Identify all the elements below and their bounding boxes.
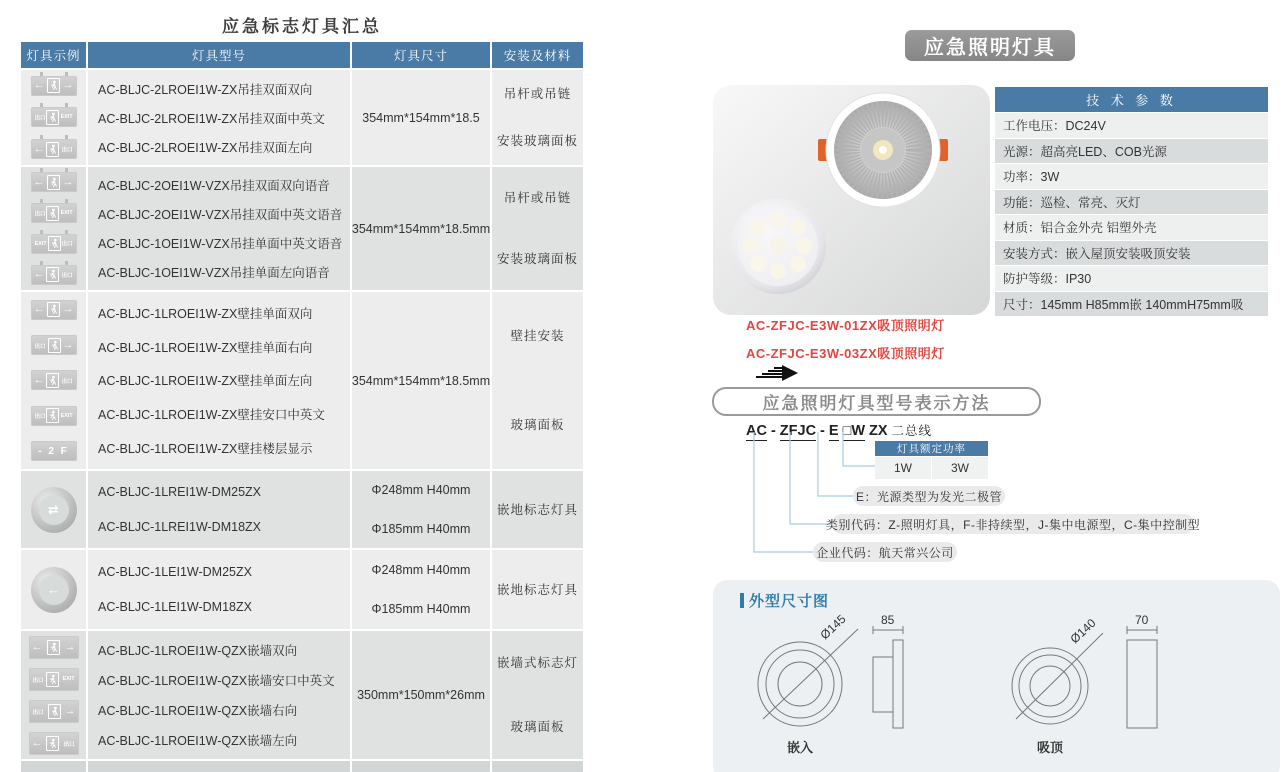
tech-param-row: 功能：巡检、常亮、灭灯 bbox=[995, 190, 1268, 215]
model-number: AC-BLJC-1OEI1W-VZX吊挂单面中英文语音 bbox=[98, 236, 343, 251]
sign-left-glyph: 出口 bbox=[34, 116, 45, 122]
floor-lamp-icon bbox=[31, 567, 77, 613]
size-value: Φ248mm H40mm bbox=[371, 562, 471, 577]
model-cell bbox=[88, 631, 350, 759]
size-value: 354mm*154mm*18.5mm bbox=[351, 373, 491, 388]
recessed-drawing bbox=[758, 612, 903, 755]
size-value: Φ248mm H40mm bbox=[371, 483, 471, 498]
exit-sign-icon bbox=[31, 406, 77, 426]
model-number: AC-BLJC-2OEI1W-VZX吊挂双面双向语音 bbox=[98, 179, 330, 194]
install-cell bbox=[492, 631, 583, 759]
tech-param-row: 材质：铝合金外壳 铝塑外壳 bbox=[995, 215, 1268, 240]
sign-left-glyph: ← bbox=[33, 175, 45, 188]
model-number: AC-BLJC-1LROEI1W-ZX壁挂安口中英文 bbox=[98, 408, 325, 423]
install-text: 安装玻璃面板 bbox=[496, 134, 578, 149]
running-man-icon bbox=[46, 672, 59, 687]
arrow-icon bbox=[752, 364, 798, 382]
sign-left-glyph: ← bbox=[31, 640, 43, 653]
model-number: AC-BLJC-1LROEI1W-QZX嵌墙右向 bbox=[98, 704, 298, 718]
dimension-panel bbox=[713, 580, 1280, 772]
power-table bbox=[875, 441, 988, 479]
model-cell bbox=[88, 550, 350, 629]
sign-right-glyph: → bbox=[64, 704, 76, 717]
tech-table-rows bbox=[995, 112, 1268, 316]
running-man-icon bbox=[46, 206, 59, 221]
tech-param-row: 功率：3W bbox=[995, 164, 1268, 189]
tech-param-row: 光源：超高亮LED、COB光源 bbox=[995, 139, 1268, 164]
model-number: AC-BLJC-1LROEI1W-QZX嵌墙双向 bbox=[98, 644, 298, 658]
sign-left-glyph: 出口 bbox=[32, 677, 43, 684]
callout-source-type: E：光源类型为发光二极管 bbox=[853, 486, 1005, 506]
sign-right-glyph: → bbox=[62, 303, 74, 316]
summary-table bbox=[21, 42, 583, 772]
exit-sign-icon bbox=[31, 76, 77, 96]
sign-left-glyph: 出口 bbox=[34, 211, 45, 218]
install-text: 嵌地标志灯具 bbox=[496, 502, 578, 517]
table-next-row-strip bbox=[21, 761, 86, 772]
model-cell bbox=[88, 292, 350, 469]
summary-table-title: 应急标志灯具汇总 bbox=[222, 17, 382, 36]
code-bus-label: 二总线 bbox=[891, 424, 933, 438]
hanger-knob-icon bbox=[40, 230, 43, 234]
install-text: 玻璃面板 bbox=[510, 720, 565, 734]
table-next-row-strip bbox=[352, 761, 490, 772]
hanger-knob-icon bbox=[40, 135, 43, 139]
exit-sign-icon bbox=[31, 300, 77, 320]
exit-sign-icon bbox=[31, 234, 77, 254]
floor-level-sign-icon: - 2 F bbox=[31, 441, 77, 461]
model-number: AC-BLJC-2OEI1W-VZX吊挂双面中英文语音 bbox=[98, 208, 343, 223]
floor-lamp-arrow-icon: ← bbox=[39, 575, 69, 605]
sign-left-glyph: 出口 bbox=[34, 343, 45, 350]
sign-right-glyph: EXIT bbox=[62, 676, 75, 682]
running-man-icon bbox=[47, 78, 60, 93]
install-text: 壁挂安装 bbox=[510, 329, 565, 344]
tech-param-row: 防护等级：IP30 bbox=[995, 266, 1268, 291]
sign-right-glyph: 出口 bbox=[62, 242, 73, 248]
tech-param-row: 安装方式：嵌入屋顶安装吸顶安装 bbox=[995, 241, 1268, 266]
tech-table-header: 技 术 参 数 bbox=[995, 87, 1268, 112]
table-next-row-strip bbox=[492, 761, 583, 772]
callout-category-code: 类别代码：Z-照明灯具，F-非持续型，J-集中电源型，C-集中控制型 bbox=[832, 514, 1194, 534]
install-cell bbox=[492, 292, 583, 469]
hanger-knob-icon bbox=[40, 72, 43, 76]
running-man-icon bbox=[47, 175, 60, 190]
icon-cell bbox=[21, 631, 86, 759]
dimension-drawings bbox=[713, 580, 1280, 772]
power-option-1w: 1W bbox=[875, 457, 932, 479]
code-category: ZFJC bbox=[779, 423, 817, 439]
install-text: 吊杆或吊链 bbox=[503, 190, 572, 205]
running-man-icon bbox=[48, 704, 61, 719]
svg-text:85: 85 bbox=[881, 613, 895, 627]
exit-sign-icon bbox=[31, 265, 77, 285]
sign-right-glyph: → bbox=[62, 79, 74, 92]
model-number: AC-BLJC-1LROEI1W-ZX壁挂单面右向 bbox=[98, 340, 313, 355]
method-title-box: 应急照明灯具型号表示方法 bbox=[712, 387, 1041, 416]
tech-param-row: 尺寸：145mm H85mm嵌 140mmH75mm吸 bbox=[995, 292, 1268, 317]
model-number: AC-BLJC-1OEI1W-VZX吊挂单面左向语音 bbox=[98, 265, 330, 280]
model-number: AC-BLJC-1LREI1W-DM18ZX bbox=[98, 519, 262, 534]
model-number: AC-BLJC-1LEI1W-DM25ZX bbox=[98, 564, 252, 579]
running-man-icon bbox=[46, 267, 59, 282]
sign-right-glyph: 出口 bbox=[62, 273, 73, 279]
size-value: Φ185mm H40mm bbox=[371, 602, 471, 617]
sign-left-glyph: ← bbox=[33, 303, 45, 316]
column-header: 灯具型号 bbox=[88, 42, 350, 68]
section-title: 应急照明灯具 bbox=[905, 30, 1075, 61]
hanger-knob-icon bbox=[65, 72, 68, 76]
model-cell bbox=[88, 471, 350, 548]
exit-sign-icon bbox=[31, 107, 77, 127]
svg-text:Ø145: Ø145 bbox=[817, 611, 849, 643]
size-value: 350mm*150mm*26mm bbox=[357, 688, 485, 702]
exit-sign-icon bbox=[31, 335, 77, 355]
sign-left-glyph: ← bbox=[33, 142, 45, 155]
svg-text:吸顶: 吸顶 bbox=[1037, 740, 1064, 755]
install-text: 嵌地标志灯具 bbox=[496, 582, 578, 597]
floor-lamp-icon bbox=[31, 487, 77, 533]
table-next-row-strip bbox=[88, 761, 350, 772]
sign-right-glyph: 出口 bbox=[62, 147, 73, 154]
tech-param-row: 工作电压：DC24V bbox=[995, 113, 1268, 138]
column-header: 灯具示例 bbox=[21, 42, 86, 68]
column-header: 安装及材料 bbox=[492, 42, 583, 68]
running-man-icon bbox=[46, 736, 59, 751]
exit-sign-icon bbox=[31, 370, 77, 390]
size-value: Φ185mm H40mm bbox=[371, 521, 471, 536]
install-cell bbox=[492, 471, 583, 548]
sign-left-glyph: ← bbox=[33, 373, 45, 386]
surface-drawing bbox=[1012, 613, 1157, 755]
icon-cell bbox=[21, 292, 86, 469]
sign-right-glyph: EXIT bbox=[60, 413, 73, 419]
code-dash: - bbox=[820, 423, 825, 439]
sign-right-glyph: → bbox=[62, 175, 74, 188]
install-cell bbox=[492, 167, 583, 290]
size-cell bbox=[352, 550, 490, 629]
sign-left-glyph: 出口 bbox=[34, 414, 45, 420]
model-cell bbox=[88, 167, 350, 290]
exit-sign-icon bbox=[29, 636, 79, 659]
hanger-knob-icon bbox=[65, 135, 68, 139]
sign-left-glyph: ← bbox=[33, 79, 45, 92]
model-number: AC-BLJC-1LROEI1W-QZX嵌墙安口中英文 bbox=[98, 674, 335, 688]
hanger-knob-icon bbox=[40, 261, 43, 265]
running-man-icon bbox=[46, 373, 59, 388]
product-model-caption-1: AC-ZFJC-E3W-01ZX吸顶照明灯 bbox=[746, 318, 945, 333]
exit-sign-icon bbox=[31, 172, 77, 192]
running-man-icon bbox=[46, 408, 59, 423]
exit-sign-icon bbox=[29, 668, 79, 691]
power-table-header: 灯具额定功率 bbox=[875, 441, 988, 456]
model-number: AC-BLJC-2LROEI1W-ZX吊挂双面中英文 bbox=[98, 111, 325, 126]
sign-right-glyph: 出口 bbox=[64, 741, 75, 748]
model-number: AC-BLJC-1LREI1W-DM25ZX bbox=[98, 485, 262, 500]
svg-text:70: 70 bbox=[1135, 613, 1149, 627]
running-man-icon bbox=[48, 236, 61, 251]
exit-sign-icon bbox=[31, 203, 77, 223]
install-cell bbox=[492, 550, 583, 629]
install-text: 吊杆或吊链 bbox=[503, 86, 572, 101]
model-number: AC-BLJC-1LROEI1W-ZX壁挂单面双向 bbox=[98, 306, 313, 321]
callout-company-code: 企业代码：航天常兴公司 bbox=[813, 542, 957, 562]
icon-cell bbox=[21, 70, 86, 165]
code-source: E bbox=[828, 423, 839, 439]
running-man-icon bbox=[48, 338, 61, 353]
size-value: 354mm*154mm*18.5mm bbox=[351, 221, 491, 236]
svg-text:Ø140: Ø140 bbox=[1067, 615, 1099, 647]
hanger-knob-icon bbox=[65, 261, 68, 265]
model-number: AC-BLJC-1LROEI1W-ZX壁挂单面左向 bbox=[98, 374, 313, 389]
code-bus: ZX bbox=[869, 423, 888, 439]
code-power: □W bbox=[842, 423, 866, 439]
exit-sign-icon bbox=[29, 700, 79, 723]
running-man-icon bbox=[46, 110, 59, 125]
code-dash: - bbox=[770, 423, 776, 439]
sign-right-glyph: → bbox=[64, 640, 76, 653]
column-header: 灯具尺寸 bbox=[352, 42, 490, 68]
size-cell bbox=[352, 292, 490, 469]
hanger-knob-icon bbox=[40, 103, 43, 107]
size-cell bbox=[352, 70, 490, 165]
floor-lamp-arrow-icon: ⇄ bbox=[39, 495, 69, 525]
hanger-knob-icon bbox=[65, 230, 68, 234]
model-number: AC-BLJC-2LROEI1W-ZX吊挂双面左向 bbox=[98, 140, 313, 155]
sign-right-glyph: EXIT bbox=[60, 114, 73, 121]
model-cell bbox=[88, 70, 350, 165]
sign-left-glyph: 出口 bbox=[32, 709, 43, 716]
install-text: 安装玻璃面板 bbox=[496, 252, 578, 267]
size-cell bbox=[352, 471, 490, 548]
product-model-caption-2: AC-ZFJC-E3W-03ZX吸顶照明灯 bbox=[746, 346, 945, 361]
code-company: AC bbox=[746, 423, 767, 439]
hanger-knob-icon bbox=[40, 168, 43, 172]
size-value: 354mm*154mm*18.5 bbox=[362, 110, 480, 125]
running-man-icon bbox=[47, 640, 60, 655]
exit-sign-icon bbox=[31, 139, 77, 159]
hanger-knob-icon bbox=[65, 199, 68, 203]
dimension-title-text: 外型尺寸图 bbox=[749, 593, 830, 610]
icon-cell bbox=[21, 550, 86, 629]
tech-table bbox=[995, 87, 1268, 316]
model-number: AC-BLJC-2LROEI1W-ZX吊挂双面双向 bbox=[98, 82, 313, 97]
sign-right-glyph: EXIT bbox=[60, 210, 73, 216]
hanger-knob-icon bbox=[65, 103, 68, 107]
model-number: AC-BLJC-1LEI1W-DM18ZX bbox=[98, 600, 252, 615]
sign-left-glyph: ← bbox=[31, 736, 43, 749]
svg-text:嵌入: 嵌入 bbox=[787, 740, 814, 755]
dome-lamp-image bbox=[730, 198, 826, 294]
sign-left-glyph: EXIT bbox=[34, 241, 47, 247]
hanger-knob-icon bbox=[65, 168, 68, 172]
hanger-knob-icon bbox=[40, 199, 43, 203]
sign-right-glyph: 出口 bbox=[62, 379, 73, 385]
sign-right-glyph: → bbox=[62, 338, 74, 351]
running-man-icon bbox=[46, 142, 59, 157]
product-photo bbox=[713, 85, 990, 315]
model-number: AC-BLJC-1LROEI1W-ZX壁挂楼层显示 bbox=[98, 442, 313, 457]
install-text: 嵌墙式标志灯 bbox=[496, 656, 578, 670]
exit-sign-icon bbox=[29, 732, 79, 755]
model-number: AC-BLJC-1LROEI1W-QZX嵌墙左向 bbox=[98, 734, 298, 748]
icon-cell bbox=[21, 167, 86, 290]
size-cell bbox=[352, 167, 490, 290]
install-text: 玻璃面板 bbox=[510, 417, 565, 432]
icon-cell bbox=[21, 471, 86, 548]
size-cell bbox=[352, 631, 490, 759]
install-cell bbox=[492, 70, 583, 165]
running-man-icon bbox=[47, 302, 60, 317]
power-option-3w: 3W bbox=[951, 461, 969, 475]
sign-left-glyph: ← bbox=[33, 268, 45, 281]
